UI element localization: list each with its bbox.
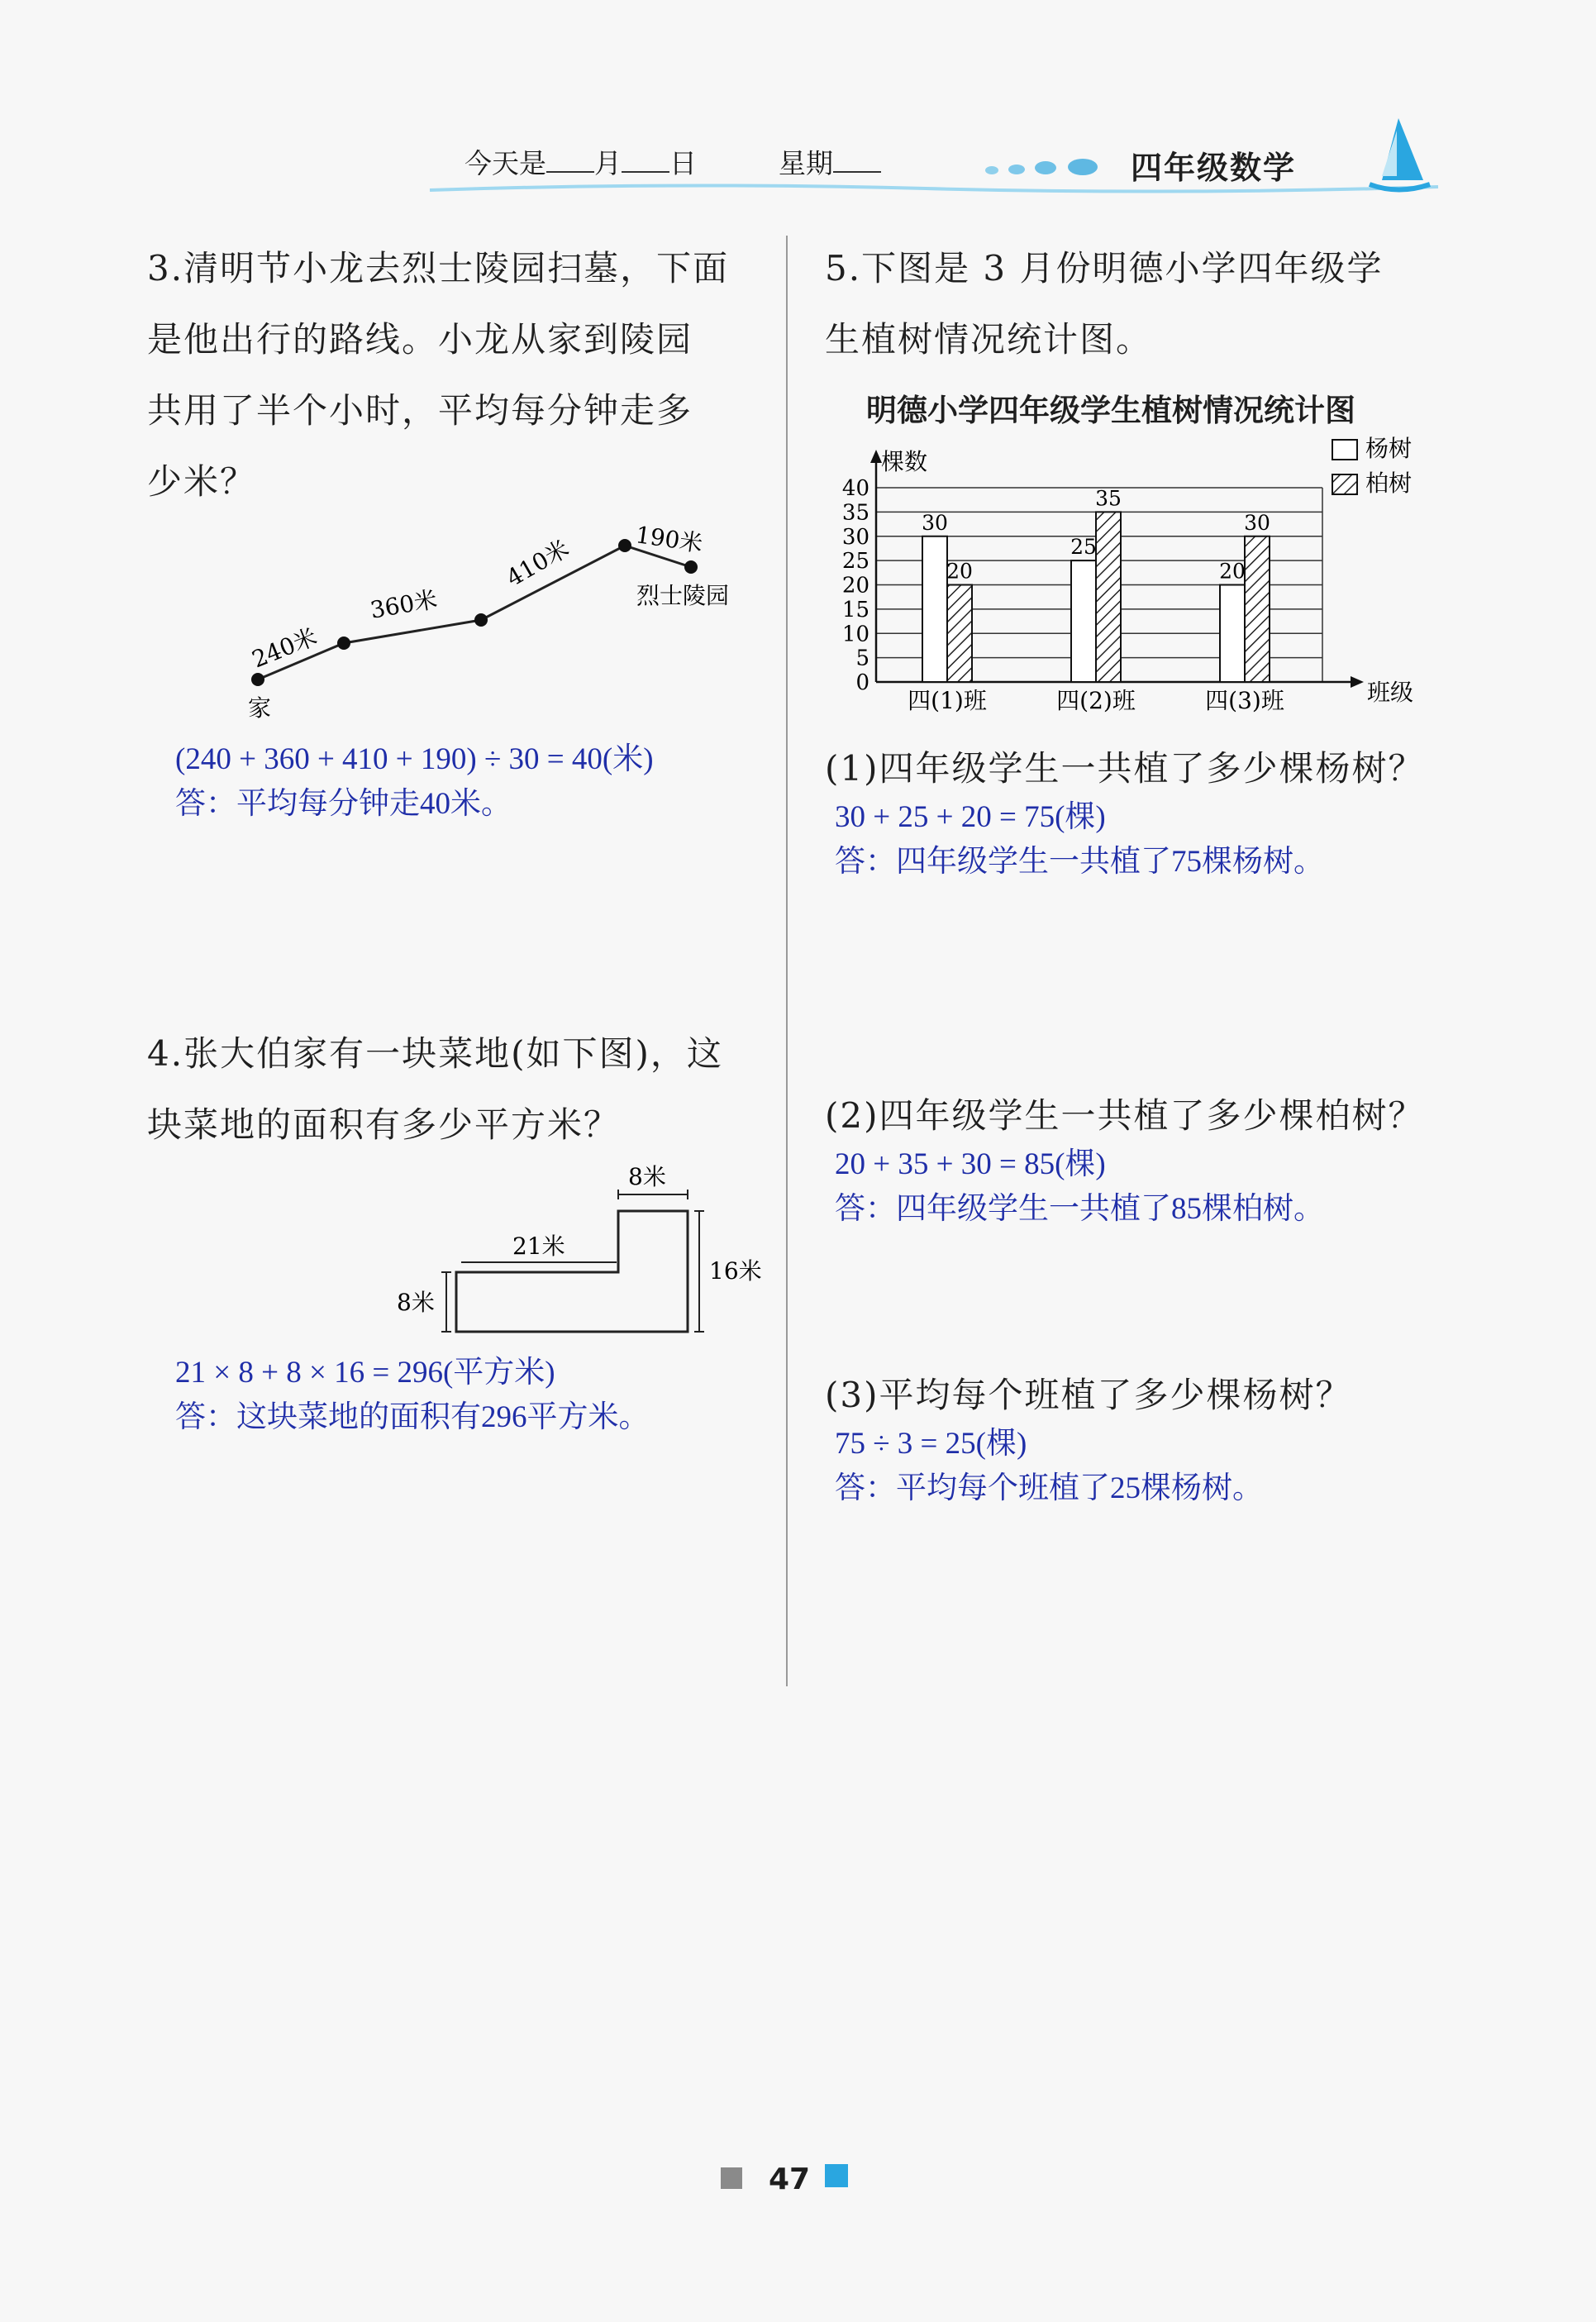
q3-line: 少米？ bbox=[147, 461, 257, 502]
x-tick-label: 四(1)班 bbox=[908, 687, 987, 714]
bar-value-label: 35 bbox=[1095, 486, 1122, 511]
route-point bbox=[474, 613, 488, 627]
sailboat-icon bbox=[1365, 114, 1432, 197]
sub3-question: (3)平均每个班植了多少棵杨树？ bbox=[825, 1375, 1352, 1415]
bar-value-label: 25 bbox=[1070, 535, 1097, 560]
month-label: 月 bbox=[594, 147, 622, 179]
q4-formula: 21 × 8 + 8 × 16 = 296(平方米) bbox=[175, 1356, 555, 1390]
route-diagram bbox=[240, 521, 769, 727]
q4-line: 4.张大伯家有一块菜地(如下图)，这 bbox=[147, 1033, 723, 1074]
legend-label: 杨树 bbox=[1365, 435, 1413, 462]
question-5 bbox=[825, 233, 1453, 375]
bar-value-label: 30 bbox=[1244, 510, 1270, 535]
segment-label: 360米 bbox=[368, 585, 440, 624]
x-tick-label: 四(2)班 bbox=[1056, 687, 1136, 714]
q4-answer-text: 答：这块菜地的面积有296平方米。 bbox=[175, 1400, 650, 1434]
dim-long-label: 21米 bbox=[512, 1233, 565, 1260]
q3-formula: (240 + 360 + 410 + 190) ÷ 30 = 40(米) bbox=[175, 742, 654, 776]
sub1-question: (1)四年级学生一共植了多少棵杨树？ bbox=[825, 748, 1425, 789]
bar-yang bbox=[1220, 585, 1245, 683]
footer-square-gray bbox=[721, 2167, 742, 2189]
q5-line: 5.下图是 3 月份明德小学四年级学 bbox=[825, 248, 1384, 288]
legend-label: 柏树 bbox=[1365, 470, 1413, 497]
date-prefix: 今天是 bbox=[465, 147, 546, 179]
question-3 bbox=[147, 233, 759, 517]
y-tick-label: 20 bbox=[841, 573, 869, 598]
home-label: 家 bbox=[248, 694, 272, 722]
q5-sub3 bbox=[825, 1369, 1470, 1511]
y-tick-label: 5 bbox=[855, 646, 869, 671]
y-axis-label: 棵数 bbox=[881, 448, 928, 475]
x-axis-label: 班级 bbox=[1367, 679, 1414, 706]
q4-line: 块菜地的面积有多少平方米？ bbox=[147, 1104, 621, 1145]
bar-bai bbox=[947, 585, 972, 683]
y-tick-label: 30 bbox=[841, 524, 869, 550]
question-4 bbox=[147, 1018, 759, 1161]
y-tick-label: 15 bbox=[841, 597, 869, 622]
q3-line: 3.清明节小龙去烈士陵园扫墓，下面 bbox=[147, 248, 730, 288]
route-point bbox=[337, 637, 350, 650]
bar-bai bbox=[1245, 536, 1270, 682]
weekday-label: 星期 bbox=[779, 147, 833, 179]
sub2-formula: 20 + 35 + 30 = 85(棵) bbox=[835, 1147, 1106, 1181]
segment-label: 410米 bbox=[502, 534, 574, 593]
y-tick-label: 35 bbox=[841, 500, 869, 526]
q4-answer bbox=[175, 1351, 650, 1440]
dim-top-label: 8米 bbox=[628, 1163, 666, 1190]
sub3-formula: 75 ÷ 3 = 25(棵) bbox=[835, 1427, 1027, 1461]
bar-value-label: 30 bbox=[922, 510, 948, 535]
segment-label: 190米 bbox=[634, 521, 705, 558]
page-header bbox=[0, 0, 1596, 215]
q3-answer bbox=[175, 737, 654, 827]
sub1-formula: 30 + 25 + 20 = 75(棵) bbox=[835, 800, 1106, 834]
q5-sub2 bbox=[825, 1089, 1470, 1232]
y-tick-label: 40 bbox=[841, 476, 869, 501]
footer-square-blue bbox=[825, 2164, 848, 2187]
route-point-cemetery bbox=[684, 560, 698, 574]
cemetery-label: 烈士陵园 bbox=[636, 582, 730, 609]
y-tick-label: 10 bbox=[841, 622, 869, 647]
dim-right-label: 16米 bbox=[709, 1257, 762, 1285]
sub2-answer: 答：四年级学生一共植了85棵柏树。 bbox=[835, 1192, 1324, 1226]
day-label: 日 bbox=[669, 147, 697, 179]
bar-yang bbox=[1071, 560, 1096, 682]
x-tick-label: 四(3)班 bbox=[1205, 687, 1284, 714]
x-axis-arrow bbox=[1351, 676, 1364, 688]
bar-value-label: 20 bbox=[1219, 559, 1246, 584]
q3-line: 是他出行的路线。小龙从家到陵园 bbox=[147, 319, 693, 360]
legend-swatch bbox=[1332, 474, 1357, 494]
legend-swatch bbox=[1332, 440, 1357, 460]
q3-answer-text: 答：平均每分钟走40米。 bbox=[175, 787, 512, 821]
tree-planting-chart bbox=[827, 435, 1414, 719]
bar-yang bbox=[922, 536, 947, 682]
dim-left-label: 8米 bbox=[397, 1289, 435, 1316]
bar-value-label: 20 bbox=[946, 559, 973, 584]
field-diagram bbox=[388, 1153, 769, 1360]
sub2-question: (2)四年级学生一共植了多少棵柏树？ bbox=[825, 1095, 1425, 1136]
chart-title: 明德小学四年级学生植树情况统计图 bbox=[866, 393, 1355, 428]
column-divider bbox=[786, 236, 788, 1686]
sub3-answer: 答：平均每个班植了25棵杨树。 bbox=[835, 1471, 1263, 1505]
q5-line: 生植树情况统计图。 bbox=[825, 319, 1153, 360]
q3-line: 共用了半个小时，平均每分钟走多 bbox=[147, 390, 693, 431]
sub1-answer: 答：四年级学生一共植了75棵杨树。 bbox=[835, 845, 1324, 879]
page-number: 47 bbox=[769, 2162, 811, 2196]
y-tick-label: 25 bbox=[841, 549, 869, 575]
route-point-home bbox=[251, 673, 264, 686]
bar-bai bbox=[1096, 512, 1121, 682]
y-axis-arrow bbox=[870, 450, 882, 463]
book-title: 四年级数学 bbox=[1131, 150, 1297, 186]
segment-label: 240米 bbox=[248, 622, 322, 674]
q5-sub1 bbox=[825, 742, 1470, 884]
y-tick-label: 0 bbox=[855, 670, 869, 695]
route-point bbox=[618, 539, 631, 552]
